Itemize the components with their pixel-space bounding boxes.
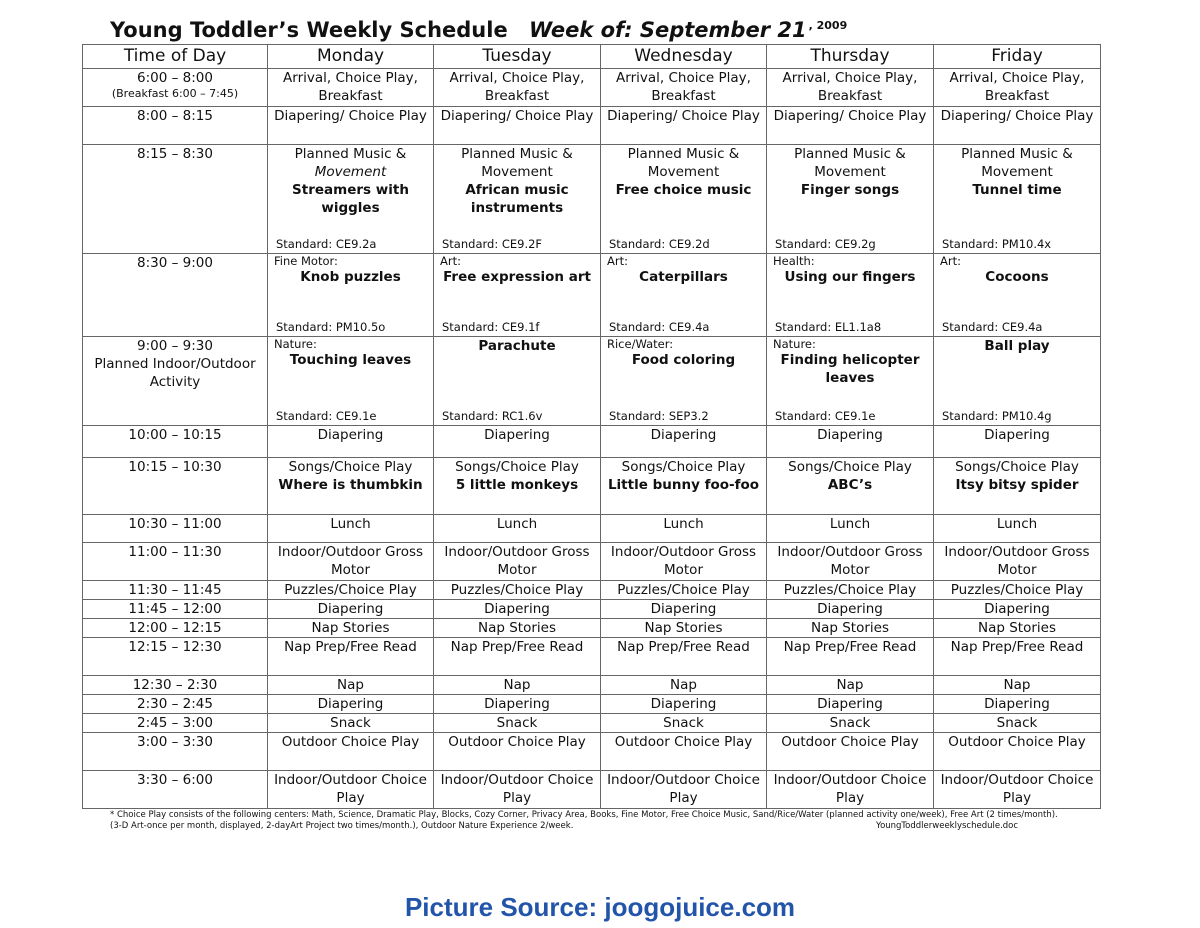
activity-text: Arrival, Choice Play, Breakfast (283, 70, 418, 104)
header-wednesday: Wednesday (601, 45, 767, 69)
schedule-row (83, 733, 1101, 771)
activity-highlight: Ball play (984, 338, 1050, 354)
thursday-cell (767, 458, 934, 515)
activity-text: Nap Prep/Free Read (783, 639, 917, 655)
standard-code: Standard: EL1.1a8 (775, 320, 882, 334)
activity-text: Nap Stories (311, 620, 390, 636)
activity-text: Songs/Choice Play (955, 459, 1079, 475)
activity-text: Snack (663, 715, 704, 731)
monday-cell (268, 695, 434, 714)
friday-cell (934, 426, 1101, 458)
activity-text: Outdoor Choice Play (948, 734, 1086, 750)
activity-text: Diapering (484, 696, 550, 712)
activity-text: Nap Stories (811, 620, 889, 636)
friday-cell (934, 458, 1101, 515)
time-cell (83, 695, 268, 714)
activity-text: Lunch (496, 516, 538, 532)
schedule-row (83, 676, 1101, 695)
time-cell (83, 69, 268, 107)
activity-text: Arrival, Choice Play, Breakfast (616, 70, 751, 104)
activity-text: Nap Prep/Free Read (950, 639, 1084, 655)
wednesday-cell (601, 337, 767, 426)
activity-text: Diapering (817, 601, 883, 617)
time-cell (83, 145, 268, 254)
activity-text: Diapering (317, 427, 384, 443)
time-label: 8:00 – 8:15 (137, 108, 213, 124)
activity-text: Puzzles/Choice Play (284, 582, 417, 598)
activity-text: Diapering (650, 427, 717, 443)
activity-category: Art: (940, 254, 961, 268)
activity-text: Indoor/Outdoor Gross Motor (777, 544, 923, 578)
header-friday: Friday (934, 45, 1101, 69)
thursday-cell (767, 107, 934, 145)
schedule-row (83, 600, 1101, 619)
standard-code: Standard: PM10.4g (942, 409, 1052, 423)
activity-text: Diapering (317, 601, 384, 617)
wednesday-cell (601, 515, 767, 543)
tuesday-cell (434, 107, 601, 145)
friday-cell (934, 69, 1101, 107)
wednesday-cell (601, 581, 767, 600)
activity-category: Rice/Water: (607, 337, 674, 351)
schedule-row (83, 254, 1101, 337)
friday-cell (934, 771, 1101, 809)
tuesday-cell (434, 676, 601, 695)
activity-text: Nap (670, 677, 697, 693)
activity-category: Art: (440, 254, 461, 268)
standard-code: Standard: CE9.4a (609, 320, 710, 334)
tuesday-cell (434, 543, 601, 581)
activity-text: Outdoor Choice Play (448, 734, 586, 750)
thursday-cell (767, 69, 934, 107)
time-label: 11:00 – 11:30 (128, 544, 222, 560)
activity-text: Diapering/ Choice Play (940, 108, 1094, 124)
time-label: 12:15 – 12:30 (128, 639, 222, 655)
week-label: Week of: September 21 (529, 18, 807, 42)
schedule-row (83, 619, 1101, 638)
wednesday-cell (601, 69, 767, 107)
time-label: 11:30 – 11:45 (128, 582, 222, 598)
activity-text: Indoor/Outdoor Choice Play (440, 772, 594, 806)
monday-cell (268, 515, 434, 543)
schedule-table (82, 44, 1101, 809)
thursday-cell (767, 638, 934, 676)
schedule-row (83, 337, 1101, 426)
schedule-row (83, 458, 1101, 515)
thursday-cell (767, 619, 934, 638)
header-tuesday: Tuesday (434, 45, 601, 69)
wednesday-cell (601, 771, 767, 809)
time-label: 10:00 – 10:15 (128, 427, 222, 443)
friday-cell (934, 714, 1101, 733)
activity-text: Diapering/ Choice Play (274, 108, 427, 124)
standard-code: Standard: CE9.1e (775, 409, 876, 423)
standard-code: Standard: CE9.1e (276, 409, 377, 423)
activity-text: Songs/Choice Play (621, 459, 746, 475)
thursday-cell (767, 426, 934, 458)
activity-text: Arrival, Choice Play, Breakfast (949, 70, 1085, 104)
standard-code: Standard: CE9.2a (276, 237, 377, 251)
friday-cell (934, 600, 1101, 619)
time-label: 11:45 – 12:00 (128, 601, 222, 617)
activity-text: Diapering (484, 427, 550, 443)
activity-text: Indoor/Outdoor Gross Motor (944, 544, 1090, 578)
schedule-row (83, 714, 1101, 733)
time-cell (83, 714, 268, 733)
activity-text: Nap (337, 677, 364, 693)
activity-highlight: Food coloring (631, 352, 736, 368)
activity-text: Snack (829, 715, 871, 731)
activity-highlight: Free expression art (443, 269, 591, 285)
tuesday-cell (434, 714, 601, 733)
friday-cell (934, 515, 1101, 543)
friday-cell (934, 619, 1101, 638)
schedule-row (83, 426, 1101, 458)
monday-cell (268, 676, 434, 695)
time-activity: Planned Indoor/Outdoor Activity (94, 356, 256, 390)
friday-cell (934, 638, 1101, 676)
tuesday-cell (434, 515, 601, 543)
thursday-cell (767, 676, 934, 695)
standard-code: Standard: CE9.4a (942, 320, 1043, 334)
activity-text: Puzzles/Choice Play (950, 582, 1084, 598)
wednesday-cell (601, 254, 767, 337)
header-time: Time of Day (83, 45, 268, 69)
standard-code: Standard: PM10.5o (276, 320, 386, 334)
activity-highlight: Parachute (478, 338, 556, 354)
activity-text: Lunch (663, 516, 704, 532)
activity-text: Diapering (984, 696, 1050, 712)
monday-cell (268, 254, 434, 337)
thursday-cell (767, 695, 934, 714)
activity-text: Planned Music & (294, 146, 407, 162)
activity-highlight: ABC’s (827, 477, 873, 493)
activity-category: Nature: (773, 337, 816, 351)
schedule-body (83, 69, 1101, 809)
thursday-cell (767, 600, 934, 619)
activity-text: Planned Music & Movement (961, 146, 1073, 180)
activity-text: Lunch (996, 516, 1038, 532)
thursday-cell (767, 543, 934, 581)
activity-text: Arrival, Choice Play, Breakfast (782, 70, 918, 104)
time-label: 9:00 – 9:30 (137, 338, 213, 354)
activity-highlight: Cocoons (985, 269, 1049, 285)
activity-category: Art: (607, 254, 628, 268)
activity-text: Planned Music & Movement (461, 146, 573, 180)
activity-text: Diapering (817, 427, 883, 443)
standard-code: Standard: CE9.2F (442, 237, 543, 251)
tuesday-cell (434, 337, 601, 426)
friday-cell (934, 543, 1101, 581)
wednesday-cell (601, 733, 767, 771)
monday-cell (268, 638, 434, 676)
time-cell (83, 337, 268, 426)
monday-cell (268, 458, 434, 515)
wednesday-cell (601, 638, 767, 676)
activity-category: Fine Motor: (274, 254, 338, 268)
activity-text: Diapering (650, 601, 717, 617)
wednesday-cell (601, 676, 767, 695)
friday-cell (934, 107, 1101, 145)
friday-cell (934, 733, 1101, 771)
activity-highlight: Itsy bitsy spider (955, 477, 1079, 493)
activity-text: Indoor/Outdoor Choice Play (940, 772, 1094, 806)
activity-text-italic: Movement (314, 164, 387, 180)
tuesday-cell (434, 458, 601, 515)
monday-cell (268, 581, 434, 600)
activity-text: Indoor/Outdoor Choice Play (773, 772, 927, 806)
schedule-row (83, 107, 1101, 145)
header-monday: Monday (268, 45, 434, 69)
activity-highlight: African music instruments (465, 182, 569, 216)
wednesday-cell (601, 600, 767, 619)
activity-text: Indoor/Outdoor Choice Play (607, 772, 760, 806)
activity-text: Indoor/Outdoor Gross Motor (610, 544, 757, 578)
monday-cell (268, 600, 434, 619)
wednesday-cell (601, 695, 767, 714)
schedule-row (83, 695, 1101, 714)
activity-highlight: Tunnel time (972, 182, 1062, 198)
activity-highlight: 5 little monkeys (455, 477, 579, 493)
time-cell (83, 733, 268, 771)
activity-text: Planned Music & Movement (794, 146, 906, 180)
activity-text: Snack (496, 715, 538, 731)
standard-code: Standard: RC1.6v (442, 409, 543, 423)
time-label: 10:30 – 11:00 (128, 516, 222, 532)
activity-text: Nap (836, 677, 864, 693)
tuesday-cell (434, 426, 601, 458)
activity-text: Puzzles/Choice Play (783, 582, 917, 598)
schedule-row (83, 69, 1101, 107)
standard-code: Standard: CE9.1f (442, 320, 540, 334)
time-cell (83, 458, 268, 515)
activity-text: Indoor/Outdoor Gross Motor (277, 544, 424, 578)
wednesday-cell (601, 458, 767, 515)
time-label: 8:30 – 9:00 (137, 255, 213, 271)
header-thursday: Thursday (767, 45, 934, 69)
time-label: 12:00 – 12:15 (128, 620, 222, 636)
activity-highlight: Caterpillars (639, 269, 728, 285)
footnote-line-1: * Choice Play consists of the following centers: Math, Science, Dramatic Play, Blocks, Cozy Corner, Privacy Area, Books, Fine Motor, Free Choice Music, Sand/Rice/Water (planned activity one/week), Free Art (2 times/month). (110, 810, 1058, 820)
activity-text: Planned Music & Movement (627, 146, 740, 180)
friday-cell (934, 254, 1101, 337)
friday-cell (934, 676, 1101, 695)
time-label: 8:15 – 8:30 (137, 146, 213, 162)
activity-highlight: Streamers with wiggles (292, 182, 409, 216)
activity-text: Diapering/ Choice Play (773, 108, 927, 124)
monday-cell (268, 69, 434, 107)
activity-text: Indoor/Outdoor Gross Motor (444, 544, 590, 578)
tuesday-cell (434, 695, 601, 714)
tuesday-cell (434, 619, 601, 638)
picture-source: Picture Source: joogojuice.com (404, 892, 796, 922)
monday-cell (268, 733, 434, 771)
schedule-row (83, 771, 1101, 809)
week-year: , 2009 (808, 19, 848, 32)
activity-highlight: Where is thumbkin (278, 477, 423, 493)
time-cell (83, 426, 268, 458)
header-row (83, 45, 1101, 69)
friday-cell (934, 581, 1101, 600)
activity-highlight: Little bunny foo-foo (607, 477, 760, 493)
activity-text: Songs/Choice Play (455, 459, 579, 475)
time-note: (Breakfast 6:00 – 7:45) (111, 87, 239, 100)
time-label: 2:30 – 2:45 (137, 696, 213, 712)
time-label: 3:00 – 3:30 (137, 734, 213, 750)
standard-code: Standard: CE9.2g (775, 237, 876, 251)
time-cell (83, 638, 268, 676)
wednesday-cell (601, 145, 767, 254)
activity-text: Songs/Choice Play (288, 459, 413, 475)
friday-cell (934, 695, 1101, 714)
monday-cell (268, 337, 434, 426)
monday-cell (268, 619, 434, 638)
activity-text: Diapering (484, 601, 550, 617)
time-cell (83, 543, 268, 581)
time-cell (83, 581, 268, 600)
activity-text: Diapering/ Choice Play (607, 108, 760, 124)
time-label: 10:15 – 10:30 (128, 459, 222, 475)
time-cell (83, 771, 268, 809)
schedule-row (83, 638, 1101, 676)
activity-text: Nap Stories (978, 620, 1056, 636)
activity-text: Nap Prep/Free Read (284, 639, 417, 655)
monday-cell (268, 771, 434, 809)
activity-text: Snack (996, 715, 1038, 731)
activity-text: Nap Stories (478, 620, 556, 636)
activity-text: Nap Stories (644, 620, 723, 636)
monday-cell (268, 426, 434, 458)
activity-text: Outdoor Choice Play (781, 734, 919, 750)
tuesday-cell (434, 733, 601, 771)
activity-text: Outdoor Choice Play (281, 734, 420, 750)
tuesday-cell (434, 254, 601, 337)
thursday-cell (767, 771, 934, 809)
activity-text: Diapering (817, 696, 883, 712)
time-cell (83, 676, 268, 695)
activity-text: Puzzles/Choice Play (450, 582, 584, 598)
thursday-cell (767, 254, 934, 337)
activity-text: Lunch (829, 516, 871, 532)
activity-text: Diapering (984, 601, 1050, 617)
activity-text: Lunch (330, 516, 371, 532)
tuesday-cell (434, 600, 601, 619)
thursday-cell (767, 733, 934, 771)
friday-cell (934, 337, 1101, 426)
monday-cell (268, 145, 434, 254)
activity-text: Nap (503, 677, 531, 693)
tuesday-cell (434, 69, 601, 107)
monday-cell (268, 107, 434, 145)
activity-text: Diapering (317, 696, 384, 712)
time-label: 6:00 – 8:00 (137, 70, 213, 86)
wednesday-cell (601, 107, 767, 145)
activity-category: Nature: (274, 337, 317, 351)
time-cell (83, 254, 268, 337)
schedule-row (83, 515, 1101, 543)
friday-cell (934, 145, 1101, 254)
activity-text: Nap (1003, 677, 1031, 693)
activity-category: Health: (773, 254, 815, 268)
activity-text: Diapering/ Choice Play (440, 108, 594, 124)
monday-cell (268, 714, 434, 733)
activity-text: Nap Prep/Free Read (450, 639, 584, 655)
thursday-cell (767, 515, 934, 543)
activity-text: Outdoor Choice Play (614, 734, 753, 750)
thursday-cell (767, 145, 934, 254)
thursday-cell (767, 337, 934, 426)
activity-highlight: Finger songs (800, 182, 900, 198)
activity-text: Songs/Choice Play (788, 459, 912, 475)
activity-text: Snack (330, 715, 371, 731)
thursday-cell (767, 714, 934, 733)
standard-code: Standard: CE9.2d (609, 237, 710, 251)
tuesday-cell (434, 638, 601, 676)
tuesday-cell (434, 581, 601, 600)
schedule-row (83, 145, 1101, 254)
standard-code: Standard: SEP3.2 (609, 409, 709, 423)
time-cell (83, 600, 268, 619)
activity-highlight: Finding helicopter leaves (780, 352, 920, 386)
schedule-title (110, 18, 847, 42)
time-cell (83, 515, 268, 543)
activity-highlight: Touching leaves (289, 352, 412, 368)
tuesday-cell (434, 145, 601, 254)
activity-text: Nap Prep/Free Read (617, 639, 750, 655)
wednesday-cell (601, 619, 767, 638)
thursday-cell (767, 581, 934, 600)
activity-text: Indoor/Outdoor Choice Play (274, 772, 427, 806)
wednesday-cell (601, 543, 767, 581)
title-text: Young Toddler’s Weekly Schedule (110, 18, 508, 42)
activity-highlight: Knob puzzles (300, 269, 401, 285)
standard-code: Standard: PM10.4x (942, 237, 1052, 251)
activity-text: Diapering (984, 427, 1050, 443)
activity-text: Arrival, Choice Play, Breakfast (449, 70, 585, 104)
wednesday-cell (601, 714, 767, 733)
time-label: 3:30 – 6:00 (137, 772, 213, 788)
activity-text: Puzzles/Choice Play (617, 582, 750, 598)
document-filename: YoungToddlerweeklyschedule.doc (876, 821, 1019, 831)
footnote-line-2: (3-D Art-once per month, displayed, 2-dayArt Project two times/month.), Outdoor Nature Experience 2/week. (110, 821, 574, 831)
time-label: 2:45 – 3:00 (137, 715, 213, 731)
activity-text: Diapering (650, 696, 717, 712)
activity-highlight: Using our fingers (784, 269, 916, 285)
time-cell (83, 107, 268, 145)
activity-highlight: Free choice music (615, 182, 752, 198)
time-label: 12:30 – 2:30 (132, 677, 218, 693)
wednesday-cell (601, 426, 767, 458)
monday-cell (268, 543, 434, 581)
schedule-row (83, 543, 1101, 581)
time-cell (83, 619, 268, 638)
schedule-row (83, 581, 1101, 600)
tuesday-cell (434, 771, 601, 809)
